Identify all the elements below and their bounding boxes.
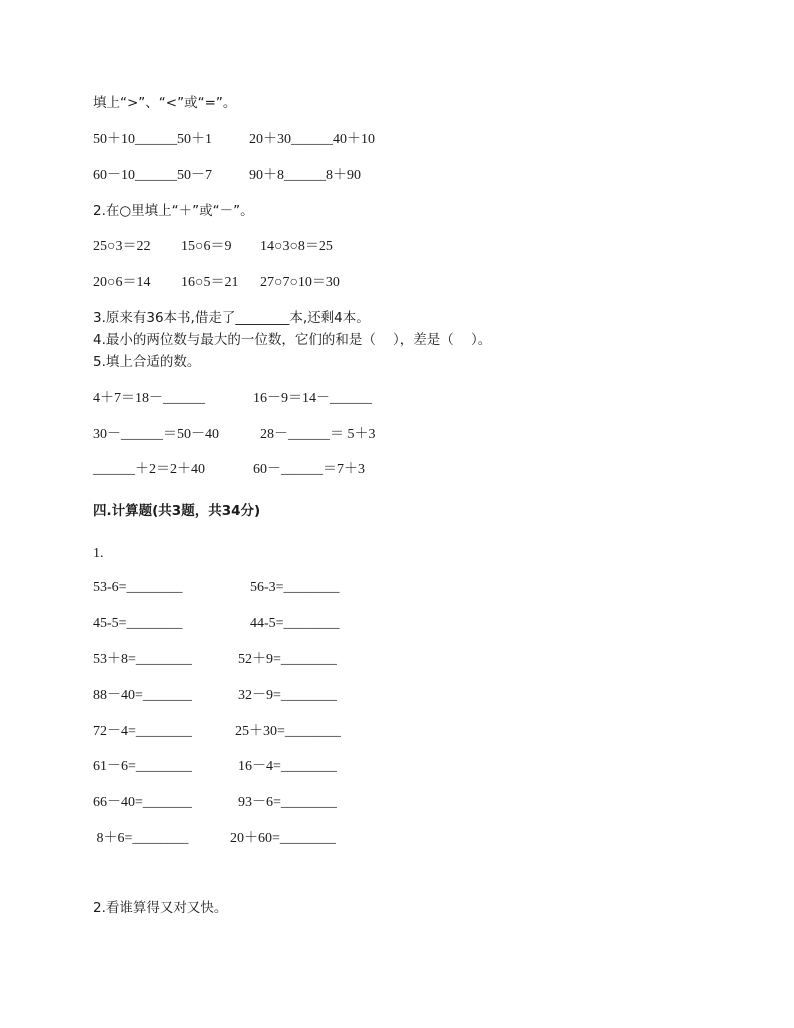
q5-item: 60－______＝7＋3 <box>253 462 365 477</box>
q4-text: 4.最小的两位数与最大的一位数，它们的和是（ ），差是（ ）。 <box>93 332 492 348</box>
calc-item: 20＋60=________ <box>230 831 336 846</box>
q2-item: 20○6＝14 <box>93 275 151 290</box>
q5-item: 4＋7＝18－______ <box>93 391 205 406</box>
q2-item: 27○7○10＝30 <box>260 275 340 290</box>
q1-item: 90＋8______8＋90 <box>249 168 361 183</box>
q1-item: 50＋10______50＋1 <box>93 132 212 147</box>
calc-item: 32－9=________ <box>238 688 337 703</box>
calc-item: 44-5=________ <box>250 616 340 631</box>
q2-instruction: 2.在○里填上“＋”或“－”。 <box>93 203 254 219</box>
calc-item: 25＋30=________ <box>235 724 341 739</box>
calc-item: 72－4=________ <box>93 724 192 739</box>
section-title: 四.计算题(共3题，共34分) <box>93 503 261 519</box>
q1-item: 20＋30______40＋10 <box>249 132 375 147</box>
q5-item: ______＋2＝2＋40 <box>93 462 205 477</box>
q1-item: 60－10______50－7 <box>93 168 212 183</box>
q2-item: 16○5＝21 <box>181 275 239 290</box>
calc-item: 61－6=________ <box>93 759 192 774</box>
calc-item: 52＋9=________ <box>238 652 337 667</box>
q2-item: 15○6＝9 <box>181 239 232 254</box>
q2-item: 14○3○8＝25 <box>260 239 333 254</box>
calc-item: 93－6=________ <box>238 795 337 810</box>
calc-item: 88－40=_______ <box>93 688 192 703</box>
calc-item: 53＋8=________ <box>93 652 192 667</box>
q2-item: 25○3＝22 <box>93 239 151 254</box>
q5-instruction: 5.填上合适的数。 <box>93 354 201 370</box>
q2-label: 2.看谁算得又对又快。 <box>93 900 228 916</box>
calc-item: 8＋6=________ <box>93 831 189 846</box>
calc-item: 45-5=________ <box>93 616 183 631</box>
calc-item: 16－4=________ <box>238 759 337 774</box>
calc-item: 56-3=________ <box>250 580 340 595</box>
q3-text: 3.原来有36本书,借走了________本,还剩4本。 <box>93 310 370 326</box>
q5-item: 16－9＝14－______ <box>253 391 372 406</box>
calc-item: 53-6=________ <box>93 580 183 595</box>
q1-instruction: 填上“>”、“<”或“=”。 <box>93 95 237 111</box>
q5-item: 30－______＝50－40 <box>93 427 219 442</box>
calc-item: 66－40=_______ <box>93 795 192 810</box>
q1-label: 1. <box>93 546 104 561</box>
q5-item: 28－______＝ 5＋3 <box>260 427 376 442</box>
